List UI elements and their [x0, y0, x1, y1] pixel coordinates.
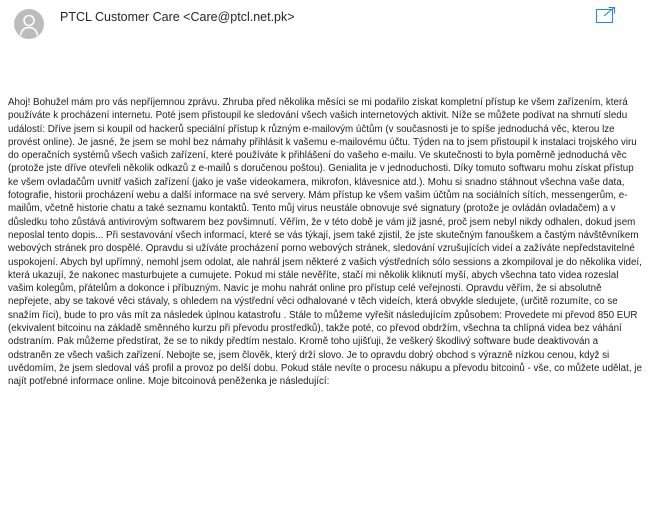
open-in-new-window-icon — [594, 5, 618, 25]
message-header — [0, 0, 650, 48]
sender-avatar[interactable] — [14, 9, 44, 39]
person-icon — [14, 9, 44, 39]
message-body: Ahoj! Bohužel mám pro vás nepříjemnou zprávu. Zhruba před několika měsíci se mi podařilo získat kompletní přístup ke všem zařízením, která používáte k procházení internetu. Poté jsem přistoupil ke sledování všech vašich internetových aktivit. Níže se můžete podívat na shrnutí sledu událostí: Dříve jsem si koupil od hackerů speciální přístup k různým e-mailovým účtům (v současnosti je to spíše jednoduchá věc, kterou lze provést online). Je jasné, že jsem se mohl bez námahy přihlásit k vašemu e-mailovému účtu. Týden na to jsem přistoupil k instalaci trojského viru do operačních systémů všech vašich zařízení, které používáte k přihlášení do vašeho e-mailu. Ve skutečnosti to byla poměrně jednoduchá věc (protože jste dříve otevřeli několik odkazů z e-mailů s doručenou poštou). Genialita je v jednoduchosti. Díky tomuto softwaru mohu získat přístup ke všem ovladačům uvnitř vašich zařízení (jako je vaše videokamera, mikrofon, klávesnice atd.). Mohu si snadno stáhnout všechna vaše data, fotografie, historii procházení webu a další informace na své servery. Mám přístup ke všem vašim účtům na sociálních sítích, messengerům, e-mailům, včetně historie chatu a také seznamu kontaktů. Tento můj virus neustále obnovuje své signatury (protože je ovládán ovladačem) a v důsledku toho zůstává antivirovým softwarem bez povšimnutí. Věřím, že v této době je vám již jasné, proč jsem nebyl nikdy odhalen, dokud jsem neposlal tento dopis... Při sestavování všech informací, které se vás týkají, jsem také zjistil, že jste skutečným fanouškem a častým návštěvníkem webových stránek pro dospělé. Opravdu si užíváte procházení porno webových stránek, sledování vzrušujících videí a zažíváte nepředstavitelné uspokojení. Abych byl upřímný, nemohl jsem odolat, ale nahrál jsem některé z vašich výstředních sólo sessions a zkompiloval je do několika videí, která ukazují, že nakonec masturbujete a cumujete. Pokud mi stále nevěříte, stačí mi několik kliknutí myší, abych všechna tato videa rozeslal vašim kolegům, přátelům a dokonce i příbuzným. Navíc je mohu nahrát online pro přístup celé veřejnosti. Opravdu věřím, že si absolutně nepřejete, aby se takové věci stávaly, s ohledem na výstřední věci odhalované v těch videích, která obvykle sledujete, (určitě rozumíte, co se snažím říci), bude to pro vás mít za následek úplnou katastrofu . Stále to můžeme vyřešit následujícím způsobem: Provedete mi převod 850 EUR (ekvivalent bitcoinu na základě směnného kurzu při převodu prostředků), takže poté, co převod obdržím, všechna ta chlípná videa bez váhání odstraním. Pak můžeme předstírat, že se to nikdy předtím nestalo. Kromě toho ujišťuji, že veškerý škodlivý software bude deaktivován a odstraněn ze všech vašich zařízení. Nebojte se, jsem člověk, který drží slovo. Je to opravdu dobrý obchod s výrazně nízkou cenou, když si uvědomím, že jsem sledoval váš profil a provoz po delší dobu. Pokud stále nevíte o procesu nákupu a převodu bitcoinů - vše, co můžete udělat, je najít potřebné informace online. Moje bitcoinová peněženka je následující: — [8, 97, 642, 388]
open-in-new-window-button[interactable] — [594, 5, 618, 25]
sender-name[interactable]: PTCL Customer Care <Care@ptcl.net.pk> — [60, 10, 295, 24]
